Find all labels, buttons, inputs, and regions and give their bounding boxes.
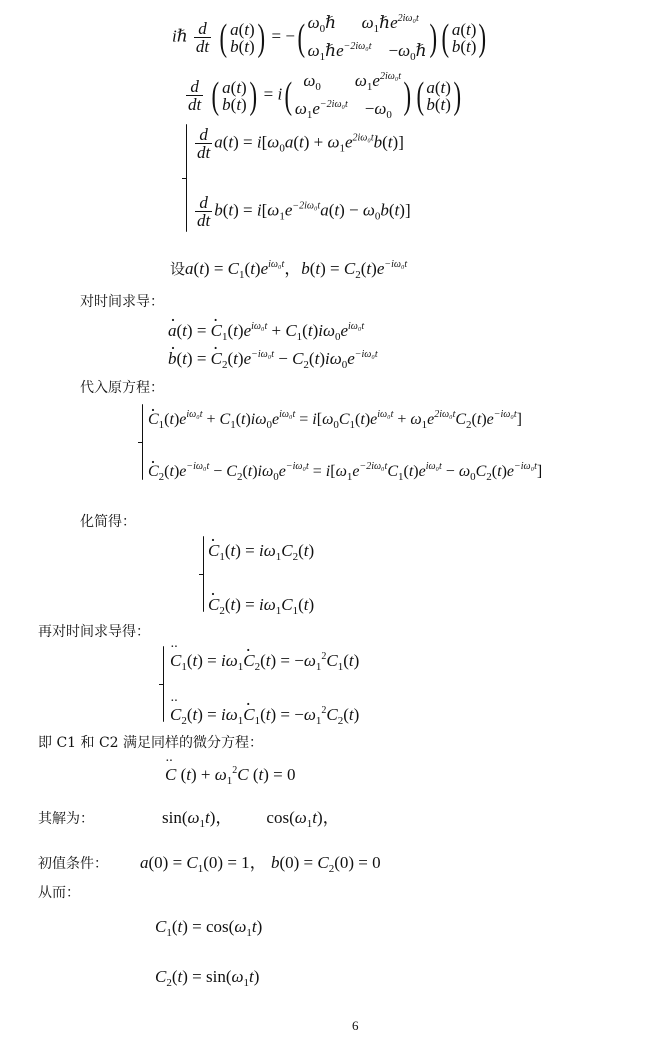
derivative-a: · a(t) = · $C_1(t)e^{i\omega_0t} + C_1(t)i\omega_0e^{i\omega_0t}$ <box>168 322 364 343</box>
label-solution-is: 其解为： <box>38 811 94 827</box>
substituted-equation-2: · $C_2(t)e^{-i\omega_0t} - C_2(t)i\omega_0e^{-i\omega_0t} = i[\omega_1e^{-2i\omega_0t}C_1(t)e^{i\omega_0t} - \omega_0C_2(t)e^{-i\omega_0t}]$ <box>148 462 542 483</box>
result-c2: $C_2(t) = \sin(\omega_1t)$ <box>155 967 260 989</box>
derivative-b: · b(t) = · $C_2(t)e^{-i\omega_0t} - C_2(t)i\omega_0e^{-i\omega_0t}$ <box>168 350 378 371</box>
label-therefore: 从而： <box>38 885 80 901</box>
schrodinger-equation: iℏ $\frac{d}{dt}$ ( a(t) b(t)) = −( $\omega_0\hbar$ $\omega_1\hbar e^{2i\omega_0t}$ $\omega_1\hbar e^{-2i\omega_0t}$ $-\omega_0\hbar$) ( a(t) b(t)) <box>172 13 487 63</box>
label-simplify: 化简得： <box>80 514 136 530</box>
system-equation-a: $\frac{d}{dt}$ $a(t) = i[\omega_0a(t) + \omega_1e^{2i\omega_0t}b(t)]$ <box>197 125 404 162</box>
label-same-ode: 即 C1 和 C2 满足同样的微分方程： <box>38 735 264 751</box>
initial-condition: $a(0) = C_1(0) = 1$， $b(0) = C_2(0) = 0$ <box>140 853 381 875</box>
second-derivative-equation-1: ·· $C_1(t) = i\omega_1\cdot C_2(t) = -\omega_1^2C_1(t)$ <box>170 652 359 673</box>
label-initial-condition: 初值条件： <box>38 856 108 872</box>
substitute-brace <box>142 404 143 480</box>
page-number: 6 <box>352 1018 359 1033</box>
simplify-brace <box>203 536 204 612</box>
second-derivative-brace <box>163 646 164 722</box>
substituted-equation-1: · $C_1(t)e^{i\omega_0t} + C_1(t)i\omega_0e^{i\omega_0t} = i[\omega_0C_1(t)e^{i\omega_0t} + \omega_1e^{2i\omega_0t}C_2(t)e^{-i\omega_0t}]$ <box>148 410 522 431</box>
solutions: $\sin(\omega_1t)$， $\cos(\omega_1t)$， <box>162 808 340 830</box>
matrix-form-equation: $\frac{d}{dt}$ ( a(t) b(t)) = i( $\omega_0$ $\omega_1e^{2i\omega_0t}$ $\omega_1e^{-2i\omega_0t}$ $-\omega_0$ ) ( a(t) b(t)) <box>188 71 462 121</box>
label-again-derivative: 再对时间求导得： <box>38 624 150 640</box>
system-brace <box>186 124 187 232</box>
simplified-equation-1: · $C_1(t) = i\omega_1C_2(t)$ <box>208 542 314 563</box>
label-time-derivative: 对时间求导： <box>80 294 164 310</box>
substitution-equation: 设$a(t) = C_1(t)e^{i\omega_0t}$，$b(t) = C_2(t)e^{-i\omega_0t}$ <box>170 259 408 281</box>
label-substitute: 代入原方程： <box>80 380 164 396</box>
second-derivative-equation-2: ·· $C_2(t) = i\omega_1\cdot C_1(t) = -\omega_1^2C_2(t)$ <box>170 706 359 727</box>
common-ode: ·· C $(t) + \omega_1^2C$ (t) = 0 <box>165 766 296 787</box>
result-c1: $C_1(t) = \cos(\omega_1t)$ <box>155 917 263 939</box>
system-equation-b: $\frac{d}{dt}$ $b(t) = i[\omega_1e^{-2i\omega_0t}a(t) - \omega_0b(t)]$ <box>197 193 411 230</box>
simplified-equation-2: · $C_2(t) = i\omega_1C_1(t)$ <box>208 596 314 617</box>
